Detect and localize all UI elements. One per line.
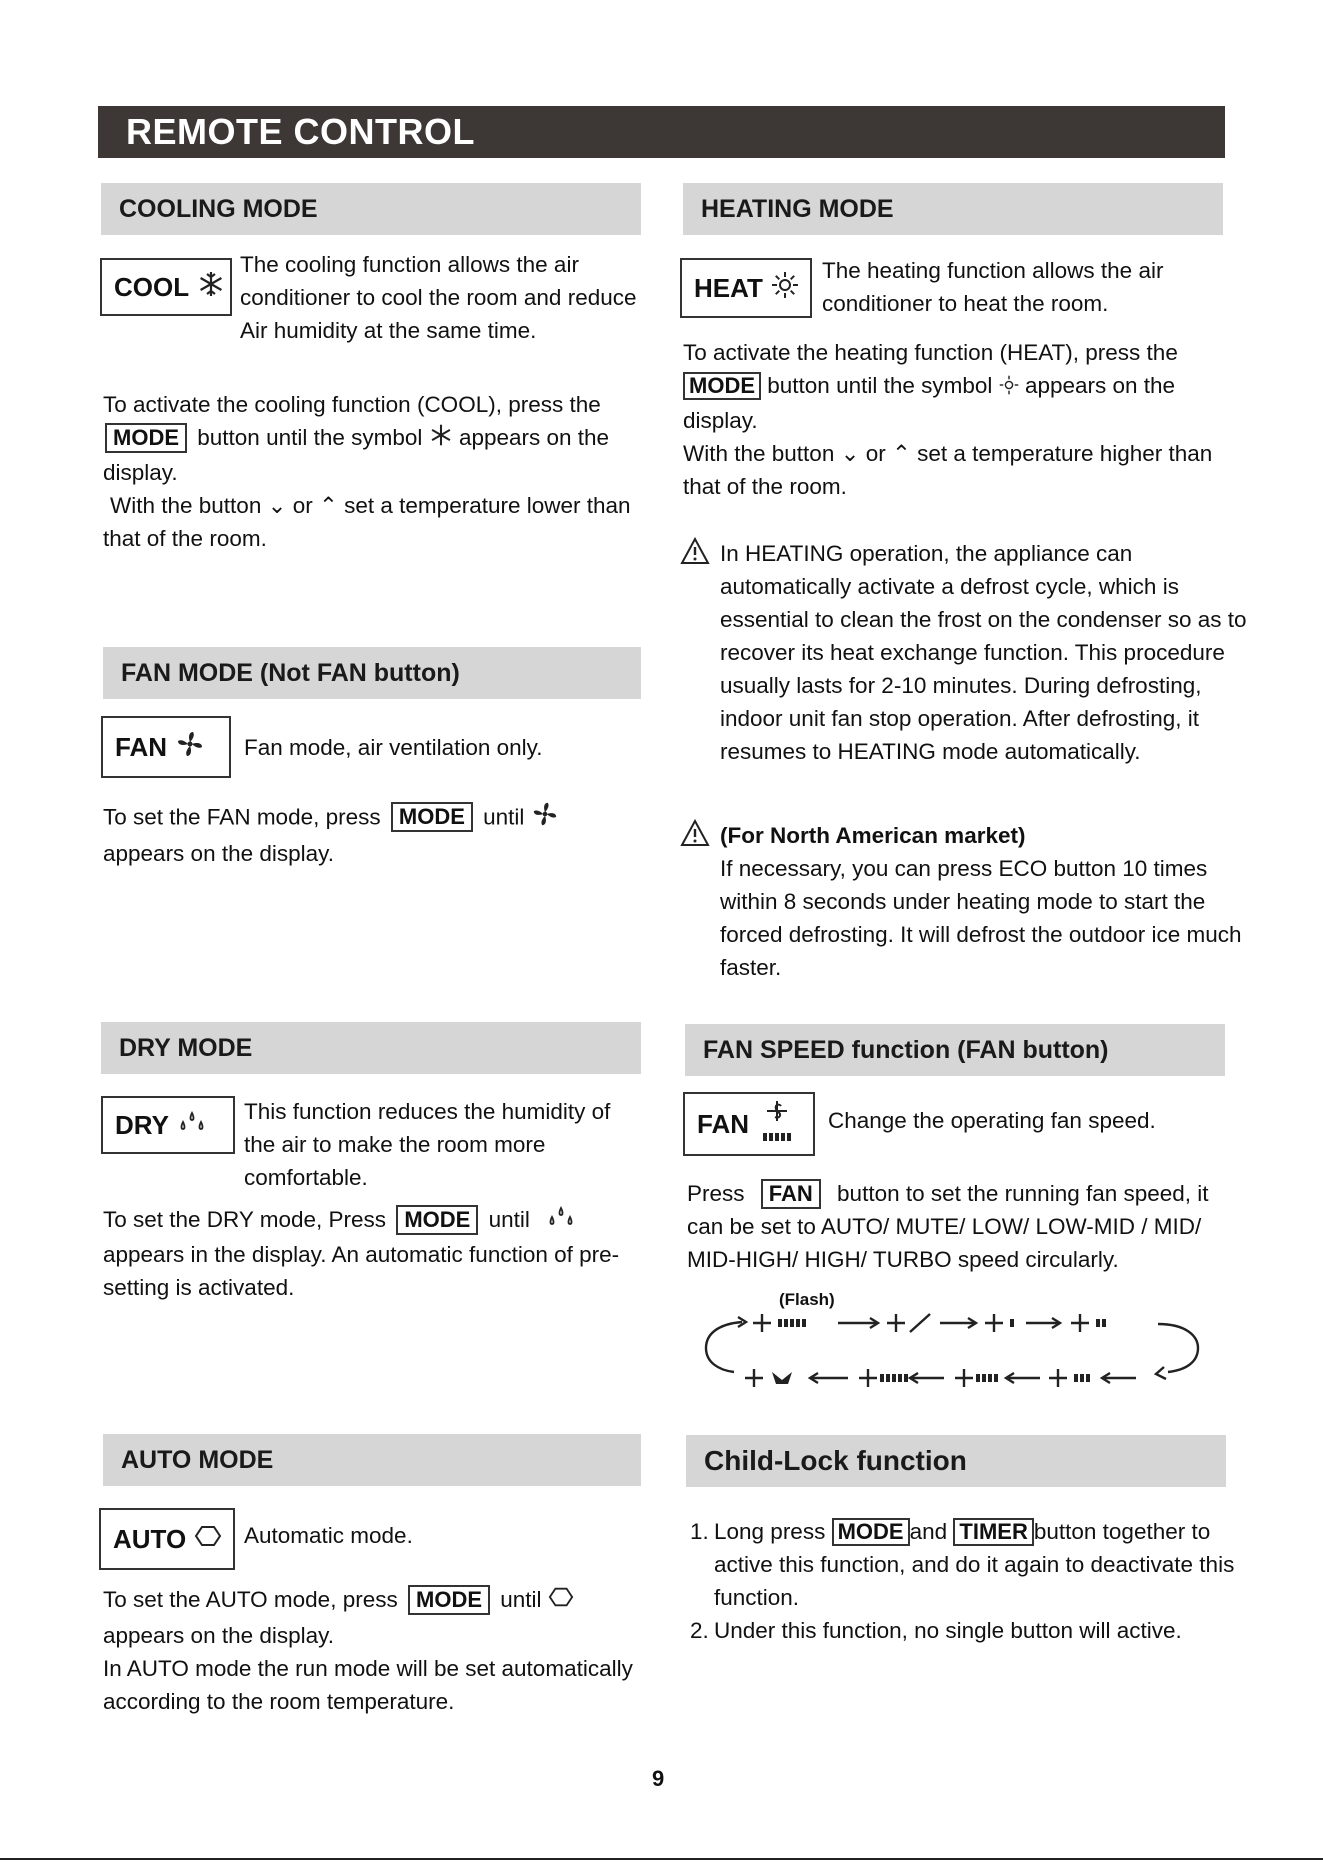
fan-icon bbox=[531, 800, 559, 837]
mode-key: MODE bbox=[832, 1518, 910, 1546]
dry-mode-line1c: appears in the display. An automatic function of pre-setting is activated. bbox=[103, 1241, 620, 1300]
fan-speed-line1a: Press bbox=[687, 1181, 745, 1206]
auto-mode-intro: Automatic mode. bbox=[244, 1523, 413, 1548]
child-lock-item2: Under this function, no single button will active. bbox=[714, 1618, 1182, 1643]
child-lock-item1-num: 1. bbox=[690, 1519, 709, 1544]
fan-speed-bars-icon bbox=[757, 1099, 797, 1150]
heating-line1b: button until the symbol bbox=[767, 373, 993, 398]
child-lock-item1a: Long press bbox=[714, 1519, 826, 1544]
fan-speed-instructions bbox=[687, 1177, 1247, 1276]
heat-button-graphic bbox=[680, 258, 812, 318]
fan-key: FAN bbox=[761, 1179, 821, 1209]
fan-mode-line1a: To set the FAN mode, press bbox=[103, 804, 381, 830]
warning-triangle-icon bbox=[680, 819, 710, 984]
child-lock-and: and bbox=[909, 1519, 948, 1544]
fan-speed-heading: FAN SPEED function (FAN button) bbox=[685, 1024, 1225, 1076]
child-lock-list bbox=[690, 1515, 1250, 1647]
cooling-line2: With the button bbox=[110, 492, 262, 518]
dry-mode-line1b: until bbox=[488, 1207, 530, 1232]
mode-key: MODE bbox=[396, 1205, 478, 1235]
fan-icon bbox=[955, 1369, 973, 1387]
mode-key: MODE bbox=[391, 802, 473, 832]
dry-button-label: DRY bbox=[115, 1109, 169, 1140]
mute-slash bbox=[910, 1314, 930, 1332]
dry-mode-line1a: To set the DRY mode, Press bbox=[103, 1207, 387, 1232]
fan-icon bbox=[887, 1314, 905, 1332]
mode-key: MODE bbox=[408, 1585, 490, 1615]
sun-icon bbox=[999, 371, 1019, 404]
child-lock-heading: Child-Lock function bbox=[686, 1435, 1226, 1487]
list-item bbox=[690, 1515, 1250, 1614]
auto-mode-line1a: To set the AUTO mode, press bbox=[103, 1587, 398, 1612]
defrost-warning-text: In HEATING operation, the appliance can automatically activate a defrost cycle, which is essential to clean the frost on the condenser so as to recover its heat exchange function. This procedure usually lasts for 2-10 minutes. During defrosting, indoor unit fan stop operation. After defrosting, it resumes to HEATING mode automatically. bbox=[720, 541, 1247, 764]
cooling-or: or bbox=[292, 492, 313, 518]
mode-key: MODE bbox=[105, 423, 187, 453]
fan-mode-line1b: until bbox=[483, 804, 525, 830]
fan-mode-heading: FAN MODE (Not FAN button) bbox=[103, 647, 641, 699]
auto-mode-heading: AUTO MODE bbox=[103, 1434, 641, 1486]
heating-line2: With the button bbox=[683, 440, 835, 466]
auto-mode-line2: In AUTO mode the run mode will be set automatically according to the room temperature. bbox=[103, 1655, 633, 1714]
fan-speed-cycle-diagram bbox=[698, 1304, 1206, 1392]
fan-icon bbox=[753, 1314, 771, 1332]
cooling-instructions bbox=[103, 388, 653, 555]
auto-mode-line1b: until bbox=[500, 1587, 542, 1612]
north-america-warning bbox=[680, 819, 1250, 984]
fan-mode-line1c: appears on the display. bbox=[103, 841, 334, 866]
mode-key: MODE bbox=[683, 372, 761, 400]
dry-button-graphic bbox=[101, 1096, 235, 1154]
defrost-warning bbox=[680, 537, 1250, 768]
heat-button-label: HEAT bbox=[694, 272, 763, 303]
timer-key: TIMER bbox=[953, 1518, 1033, 1546]
cool-button-label: COOL bbox=[114, 271, 190, 302]
cool-button-graphic bbox=[100, 258, 232, 316]
page-title: REMOTE CONTROL bbox=[98, 106, 1225, 158]
fan-speed-button-graphic bbox=[683, 1092, 815, 1156]
sun-icon bbox=[771, 271, 799, 306]
chevron-down-icon: ⌄ bbox=[267, 492, 287, 518]
fan-speed-button-label: FAN bbox=[697, 1108, 749, 1139]
fan-icon bbox=[175, 729, 205, 766]
auto-button-label: AUTO bbox=[113, 1523, 187, 1554]
flash-label: (Flash) bbox=[779, 1290, 835, 1309]
chevron-up-icon: ⌃ bbox=[319, 492, 338, 518]
fan-icon bbox=[1049, 1369, 1067, 1387]
snowflake-icon bbox=[429, 423, 453, 456]
fan-icon bbox=[745, 1369, 763, 1387]
cooling-line1c: appears on the display. bbox=[103, 425, 610, 485]
droplets-icon bbox=[546, 1205, 576, 1238]
dry-mode-heading: DRY MODE bbox=[101, 1022, 641, 1074]
fan-icon bbox=[1071, 1314, 1089, 1332]
bottom-rule bbox=[0, 1858, 1323, 1860]
dry-mode-intro: This function reduces the humidity of the air to make the room more comfortable. bbox=[244, 1099, 611, 1190]
cycle-right-curve bbox=[1158, 1324, 1198, 1372]
north-america-text: If necessary, you can press ECO button 10 times within 8 seconds under heating mode to start the forced defrosting. It will defrost the outdoor ice much faster. bbox=[720, 856, 1242, 980]
dry-mode-instructions bbox=[103, 1203, 643, 1304]
heating-intro: The heating function allows the air conditioner to heat the room. bbox=[822, 258, 1164, 316]
north-america-title: (For North American market) bbox=[720, 823, 1026, 848]
warning-triangle-icon bbox=[680, 537, 710, 768]
auto-cycle-icon bbox=[548, 1584, 574, 1619]
turbo-icon bbox=[772, 1372, 792, 1384]
fan-mode-intro: Fan mode, air ventilation only. bbox=[244, 735, 543, 760]
droplets-icon bbox=[177, 1110, 207, 1141]
fan-speed-line1b: button to set the running fan speed, it can be set to AUTO/ MUTE/ LOW/ LOW-MID / MID/ MID-HIGH/ HIGH/ TURBO speed circularly. bbox=[687, 1181, 1209, 1272]
fan-mode-instructions bbox=[103, 800, 643, 870]
list-item bbox=[690, 1614, 1250, 1647]
fan-icon bbox=[859, 1369, 877, 1387]
cycle-left-curve bbox=[706, 1322, 742, 1372]
heating-line1c: appears on the display. bbox=[683, 373, 1176, 433]
page-number: 9 bbox=[652, 1766, 665, 1791]
child-lock-item2-num: 2. bbox=[690, 1618, 709, 1643]
auto-mode-instructions bbox=[103, 1583, 663, 1718]
heating-or: or bbox=[865, 440, 886, 466]
heating-mode-heading: HEATING MODE bbox=[683, 183, 1223, 235]
heating-line1a: To activate the heating function (HEAT), press the bbox=[683, 340, 1178, 365]
chevron-up-icon: ⌃ bbox=[892, 440, 911, 466]
cooling-line1b: button until the symbol bbox=[197, 425, 423, 450]
snowflake-icon bbox=[197, 270, 225, 305]
fan-speed-intro: Change the operating fan speed. bbox=[828, 1108, 1156, 1133]
cooling-line2b: set a temperature lower than that of the room. bbox=[103, 492, 631, 551]
heating-line2b: set a temperature higher than that of the room. bbox=[683, 440, 1213, 499]
chevron-down-icon: ⌄ bbox=[840, 440, 860, 466]
cooling-mode-heading: COOLING MODE bbox=[101, 183, 641, 235]
fan-icon bbox=[985, 1314, 1003, 1332]
auto-cycle-icon bbox=[194, 1522, 222, 1557]
cooling-line1a: To activate the cooling function (COOL), press the bbox=[103, 392, 601, 417]
heating-instructions bbox=[683, 336, 1243, 503]
auto-mode-line1c: appears on the display. bbox=[103, 1622, 334, 1648]
fan-mode-button-graphic bbox=[101, 716, 231, 778]
auto-button-graphic bbox=[99, 1508, 235, 1570]
child-lock-item1b: button together to active this function, and do it again to deactivate this function. bbox=[714, 1519, 1235, 1610]
cooling-intro: The cooling function allows the air conditioner to cool the room and reduce Air humidity at the same time. bbox=[240, 252, 637, 343]
fan-button-label: FAN bbox=[115, 731, 167, 762]
